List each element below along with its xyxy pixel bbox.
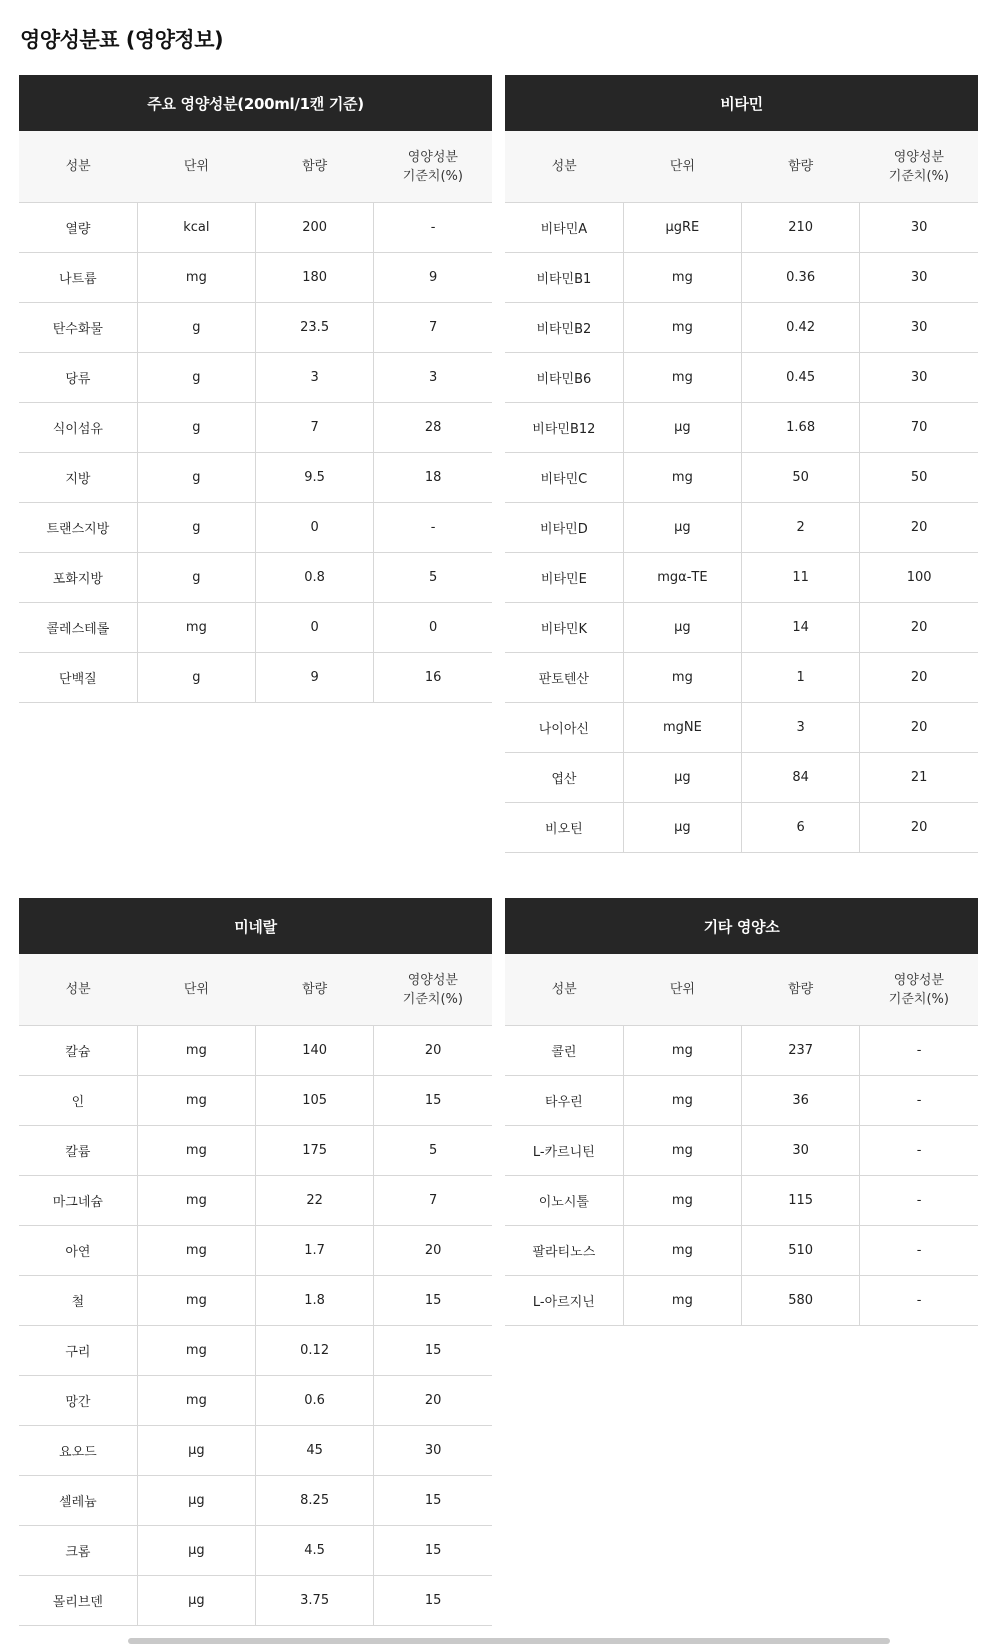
cell-name: 비타민B6	[505, 353, 623, 403]
table-row	[505, 1276, 978, 1326]
cell-daily-value: 7	[374, 303, 492, 353]
cell-daily-value: 20	[374, 1026, 492, 1076]
cell-unit: mg	[623, 353, 741, 403]
cell-name: 몰리브덴	[19, 1576, 137, 1626]
cell-name: 나트륨	[19, 253, 137, 303]
cell-unit: μg	[623, 603, 741, 653]
column-header-daily-value-line1: 영양성분	[407, 972, 458, 988]
table-row	[505, 753, 978, 803]
cell-name: 비타민B12	[505, 403, 623, 453]
cell-daily-value: 20	[374, 1226, 492, 1276]
cell-daily-value: 30	[860, 303, 978, 353]
cell-unit: g	[137, 653, 255, 703]
column-header-amount: 함량	[742, 954, 860, 1026]
table-row	[19, 1176, 492, 1226]
cell-daily-value: 21	[860, 753, 978, 803]
table-row	[505, 453, 978, 503]
cell-daily-value: 20	[860, 703, 978, 753]
table-row	[505, 603, 978, 653]
cell-name: 비타민C	[505, 453, 623, 503]
cell-daily-value: 20	[860, 503, 978, 553]
table-row	[19, 1526, 492, 1576]
cell-name: 엽산	[505, 753, 623, 803]
cell-daily-value: 20	[374, 1376, 492, 1426]
cell-name: 포화지방	[19, 553, 137, 603]
cell-name: L-카르니틴	[505, 1126, 623, 1176]
table-title: 미네랄	[19, 898, 492, 954]
cell-name: 셀레늄	[19, 1476, 137, 1526]
cell-amount: 9.5	[256, 453, 374, 503]
table-row	[19, 553, 492, 603]
column-header-name: 성분	[505, 131, 623, 203]
table-title: 기타 영양소	[505, 898, 978, 954]
table-row	[19, 1576, 492, 1626]
cell-daily-value: 28	[374, 403, 492, 453]
column-header-daily-value	[860, 131, 978, 203]
table-row	[505, 1176, 978, 1226]
cell-daily-value: 15	[374, 1326, 492, 1376]
cell-unit: μg	[623, 803, 741, 853]
cell-amount: 8.25	[256, 1476, 374, 1526]
cell-unit: mg	[137, 253, 255, 303]
cell-unit: mg	[623, 253, 741, 303]
cell-amount: 50	[742, 453, 860, 503]
cell-daily-value: -	[860, 1176, 978, 1226]
table-row	[19, 503, 492, 553]
cell-amount: 36	[742, 1076, 860, 1126]
cell-amount: 30	[742, 1126, 860, 1176]
cell-amount: 0.6	[256, 1376, 374, 1426]
cell-name: 당류	[19, 353, 137, 403]
cell-daily-value: 50	[860, 453, 978, 503]
column-header-daily-value-line2: 기준치(%)	[402, 168, 463, 184]
table-row	[505, 703, 978, 753]
cell-daily-value: 16	[374, 653, 492, 703]
cell-unit: mg	[137, 1176, 255, 1226]
cell-daily-value: 30	[374, 1426, 492, 1476]
cell-unit: mg	[137, 1126, 255, 1176]
cell-daily-value: 0	[374, 603, 492, 653]
cell-amount: 105	[256, 1076, 374, 1126]
column-header-daily-value-line1: 영양성분	[893, 149, 944, 165]
cell-unit: mg	[137, 1076, 255, 1126]
cell-daily-value: 5	[374, 1126, 492, 1176]
table-row	[19, 353, 492, 403]
cell-daily-value: 7	[374, 1176, 492, 1226]
cell-unit: g	[137, 303, 255, 353]
table-row	[19, 253, 492, 303]
cell-daily-value: -	[860, 1076, 978, 1126]
cell-name: 콜레스테롤	[19, 603, 137, 653]
cell-daily-value: 30	[860, 353, 978, 403]
table-row	[19, 453, 492, 503]
cell-unit: g	[137, 403, 255, 453]
cell-amount: 0.8	[256, 553, 374, 603]
cell-unit: mg	[137, 1026, 255, 1076]
cell-name: 인	[19, 1076, 137, 1126]
cell-name: 열량	[19, 203, 137, 253]
cell-unit: μg	[623, 403, 741, 453]
table-row	[19, 303, 492, 353]
cell-daily-value: 20	[860, 803, 978, 853]
cell-name: 칼륨	[19, 1126, 137, 1176]
cell-name: 나이아신	[505, 703, 623, 753]
cell-name: 마그네슘	[19, 1176, 137, 1226]
cell-amount: 7	[256, 403, 374, 453]
cell-amount: 0.36	[742, 253, 860, 303]
cell-unit: mg	[137, 1226, 255, 1276]
cell-amount: 45	[256, 1426, 374, 1476]
cell-amount: 1.8	[256, 1276, 374, 1326]
cell-unit: g	[137, 453, 255, 503]
cell-name: 칼슘	[19, 1026, 137, 1076]
cell-daily-value: -	[860, 1126, 978, 1176]
cell-name: 타우린	[505, 1076, 623, 1126]
cell-unit: mgNE	[623, 703, 741, 753]
cell-name: 이노시톨	[505, 1176, 623, 1226]
cell-name: 철	[19, 1276, 137, 1326]
cell-amount: 140	[256, 1026, 374, 1076]
table-row	[505, 403, 978, 453]
column-header-amount: 함량	[742, 131, 860, 203]
table-row	[19, 1276, 492, 1326]
cell-amount: 175	[256, 1126, 374, 1176]
cell-amount: 84	[742, 753, 860, 803]
cell-amount: 2	[742, 503, 860, 553]
column-header-daily-value	[860, 954, 978, 1026]
cell-amount: 510	[742, 1226, 860, 1276]
cell-amount: 180	[256, 253, 374, 303]
cell-amount: 3	[256, 353, 374, 403]
minerals-table	[19, 898, 492, 1626]
cell-unit: mg	[623, 653, 741, 703]
cell-unit: g	[137, 353, 255, 403]
column-header-unit: 단위	[623, 131, 741, 203]
cell-unit: μg	[137, 1476, 255, 1526]
cell-name: L-아르지닌	[505, 1276, 623, 1326]
cell-name: 비타민D	[505, 503, 623, 553]
cell-unit: μg	[623, 753, 741, 803]
cell-unit: mg	[623, 1276, 741, 1326]
table-title: 주요 영양성분(200ml/1캔 기준)	[19, 75, 492, 131]
cell-name: 망간	[19, 1376, 137, 1426]
cell-name: 비타민B2	[505, 303, 623, 353]
column-header-name: 성분	[505, 954, 623, 1026]
cell-amount: 0.42	[742, 303, 860, 353]
cell-unit: mg	[623, 1176, 741, 1226]
column-header-amount: 함량	[256, 954, 374, 1026]
cell-amount: 200	[256, 203, 374, 253]
table-row	[505, 653, 978, 703]
cell-amount: 0	[256, 603, 374, 653]
column-header-amount: 함량	[256, 131, 374, 203]
cell-amount: 0.12	[256, 1326, 374, 1376]
cell-unit: mg	[623, 303, 741, 353]
cell-amount: 580	[742, 1276, 860, 1326]
table-row	[505, 353, 978, 403]
cell-daily-value: 20	[860, 653, 978, 703]
cell-amount: 3.75	[256, 1576, 374, 1626]
cell-name: 요오드	[19, 1426, 137, 1476]
table-row	[19, 1076, 492, 1126]
table-row	[19, 1226, 492, 1276]
cell-daily-value: 15	[374, 1476, 492, 1526]
cell-amount: 0.45	[742, 353, 860, 403]
cell-daily-value: -	[860, 1026, 978, 1076]
cell-amount: 6	[742, 803, 860, 853]
table-row	[19, 1376, 492, 1426]
cell-unit: μgRE	[623, 203, 741, 253]
cell-daily-value: -	[374, 203, 492, 253]
column-header-daily-value	[374, 954, 492, 1026]
cell-unit: g	[137, 503, 255, 553]
cell-daily-value: 30	[860, 253, 978, 303]
column-header-name: 성분	[19, 954, 137, 1026]
cell-unit: mg	[137, 1276, 255, 1326]
cell-amount: 23.5	[256, 303, 374, 353]
cell-amount: 1.68	[742, 403, 860, 453]
cell-unit: mg	[623, 1126, 741, 1176]
cell-name: 단백질	[19, 653, 137, 703]
cell-unit: mg	[137, 1376, 255, 1426]
cell-unit: kcal	[137, 203, 255, 253]
cell-amount: 210	[742, 203, 860, 253]
cell-daily-value: 15	[374, 1076, 492, 1126]
column-header-daily-value-line2: 기준치(%)	[888, 168, 949, 184]
column-header-daily-value-line2: 기준치(%)	[402, 991, 463, 1007]
table-row	[19, 653, 492, 703]
cell-name: 팔라티노스	[505, 1226, 623, 1276]
cell-name: 탄수화물	[19, 303, 137, 353]
cell-amount: 9	[256, 653, 374, 703]
cell-daily-value: 5	[374, 553, 492, 603]
cell-unit: mg	[137, 1326, 255, 1376]
cell-name: 비타민A	[505, 203, 623, 253]
cell-daily-value: 9	[374, 253, 492, 303]
table-row	[505, 503, 978, 553]
cell-name: 비오틴	[505, 803, 623, 853]
table-row	[19, 403, 492, 453]
table-title: 비타민	[505, 75, 978, 131]
cell-name: 판토텐산	[505, 653, 623, 703]
cell-daily-value: 15	[374, 1526, 492, 1576]
cell-daily-value: 20	[860, 603, 978, 653]
table-row	[19, 1026, 492, 1076]
main-nutrients-table	[19, 75, 492, 703]
table-row	[19, 1426, 492, 1476]
table-row	[505, 203, 978, 253]
column-header-unit: 단위	[137, 954, 255, 1026]
cell-daily-value: 100	[860, 553, 978, 603]
table-row	[19, 1326, 492, 1376]
column-header-name: 성분	[19, 131, 137, 203]
column-header-daily-value	[374, 131, 492, 203]
cell-daily-value: 3	[374, 353, 492, 403]
cell-daily-value: 70	[860, 403, 978, 453]
cell-unit: mgα-TE	[623, 553, 741, 603]
table-row	[19, 1476, 492, 1526]
column-header-unit: 단위	[137, 131, 255, 203]
table-row	[505, 1226, 978, 1276]
cell-name: 식이섬유	[19, 403, 137, 453]
cell-unit: μg	[623, 503, 741, 553]
other-nutrients-table	[505, 898, 978, 1326]
cell-amount: 4.5	[256, 1526, 374, 1576]
cell-daily-value: -	[860, 1226, 978, 1276]
cell-name: 구리	[19, 1326, 137, 1376]
table-row	[505, 553, 978, 603]
cell-name: 트랜스지방	[19, 503, 137, 553]
cell-daily-value: 15	[374, 1276, 492, 1326]
cell-name: 크롬	[19, 1526, 137, 1576]
cell-amount: 1.7	[256, 1226, 374, 1276]
column-header-unit: 단위	[623, 954, 741, 1026]
cell-daily-value: -	[374, 503, 492, 553]
table-row	[505, 1026, 978, 1076]
cell-amount: 0	[256, 503, 374, 553]
cell-amount: 22	[256, 1176, 374, 1226]
cell-daily-value: 18	[374, 453, 492, 503]
cell-amount: 115	[742, 1176, 860, 1226]
cell-amount: 1	[742, 653, 860, 703]
cell-name: 아연	[19, 1226, 137, 1276]
column-header-daily-value-line1: 영양성분	[893, 972, 944, 988]
cell-name: 비타민K	[505, 603, 623, 653]
cell-amount: 3	[742, 703, 860, 753]
cell-unit: mg	[137, 603, 255, 653]
table-row	[505, 1126, 978, 1176]
cell-unit: mg	[623, 1026, 741, 1076]
column-header-daily-value-line1: 영양성분	[407, 149, 458, 165]
cell-unit: g	[137, 553, 255, 603]
cell-unit: mg	[623, 453, 741, 503]
cell-unit: mg	[623, 1226, 741, 1276]
horizontal-scrollbar[interactable]	[128, 1638, 890, 1644]
vitamins-table	[505, 75, 978, 853]
cell-name: 콜린	[505, 1026, 623, 1076]
cell-unit: μg	[137, 1426, 255, 1476]
table-row	[505, 253, 978, 303]
cell-name: 지방	[19, 453, 137, 503]
page-title: 영양성분표 (영양정보)	[20, 28, 224, 52]
cell-unit: mg	[623, 1076, 741, 1126]
table-row	[505, 1076, 978, 1126]
cell-daily-value: 15	[374, 1576, 492, 1626]
cell-daily-value: -	[860, 1276, 978, 1326]
table-row	[505, 303, 978, 353]
cell-name: 비타민B1	[505, 253, 623, 303]
cell-name: 비타민E	[505, 553, 623, 603]
table-row	[19, 1126, 492, 1176]
table-row	[19, 203, 492, 253]
table-row	[505, 803, 978, 853]
table-row	[19, 603, 492, 653]
cell-amount: 237	[742, 1026, 860, 1076]
cell-amount: 14	[742, 603, 860, 653]
cell-unit: μg	[137, 1576, 255, 1626]
cell-unit: μg	[137, 1526, 255, 1576]
cell-daily-value: 30	[860, 203, 978, 253]
cell-amount: 11	[742, 553, 860, 603]
column-header-daily-value-line2: 기준치(%)	[888, 991, 949, 1007]
